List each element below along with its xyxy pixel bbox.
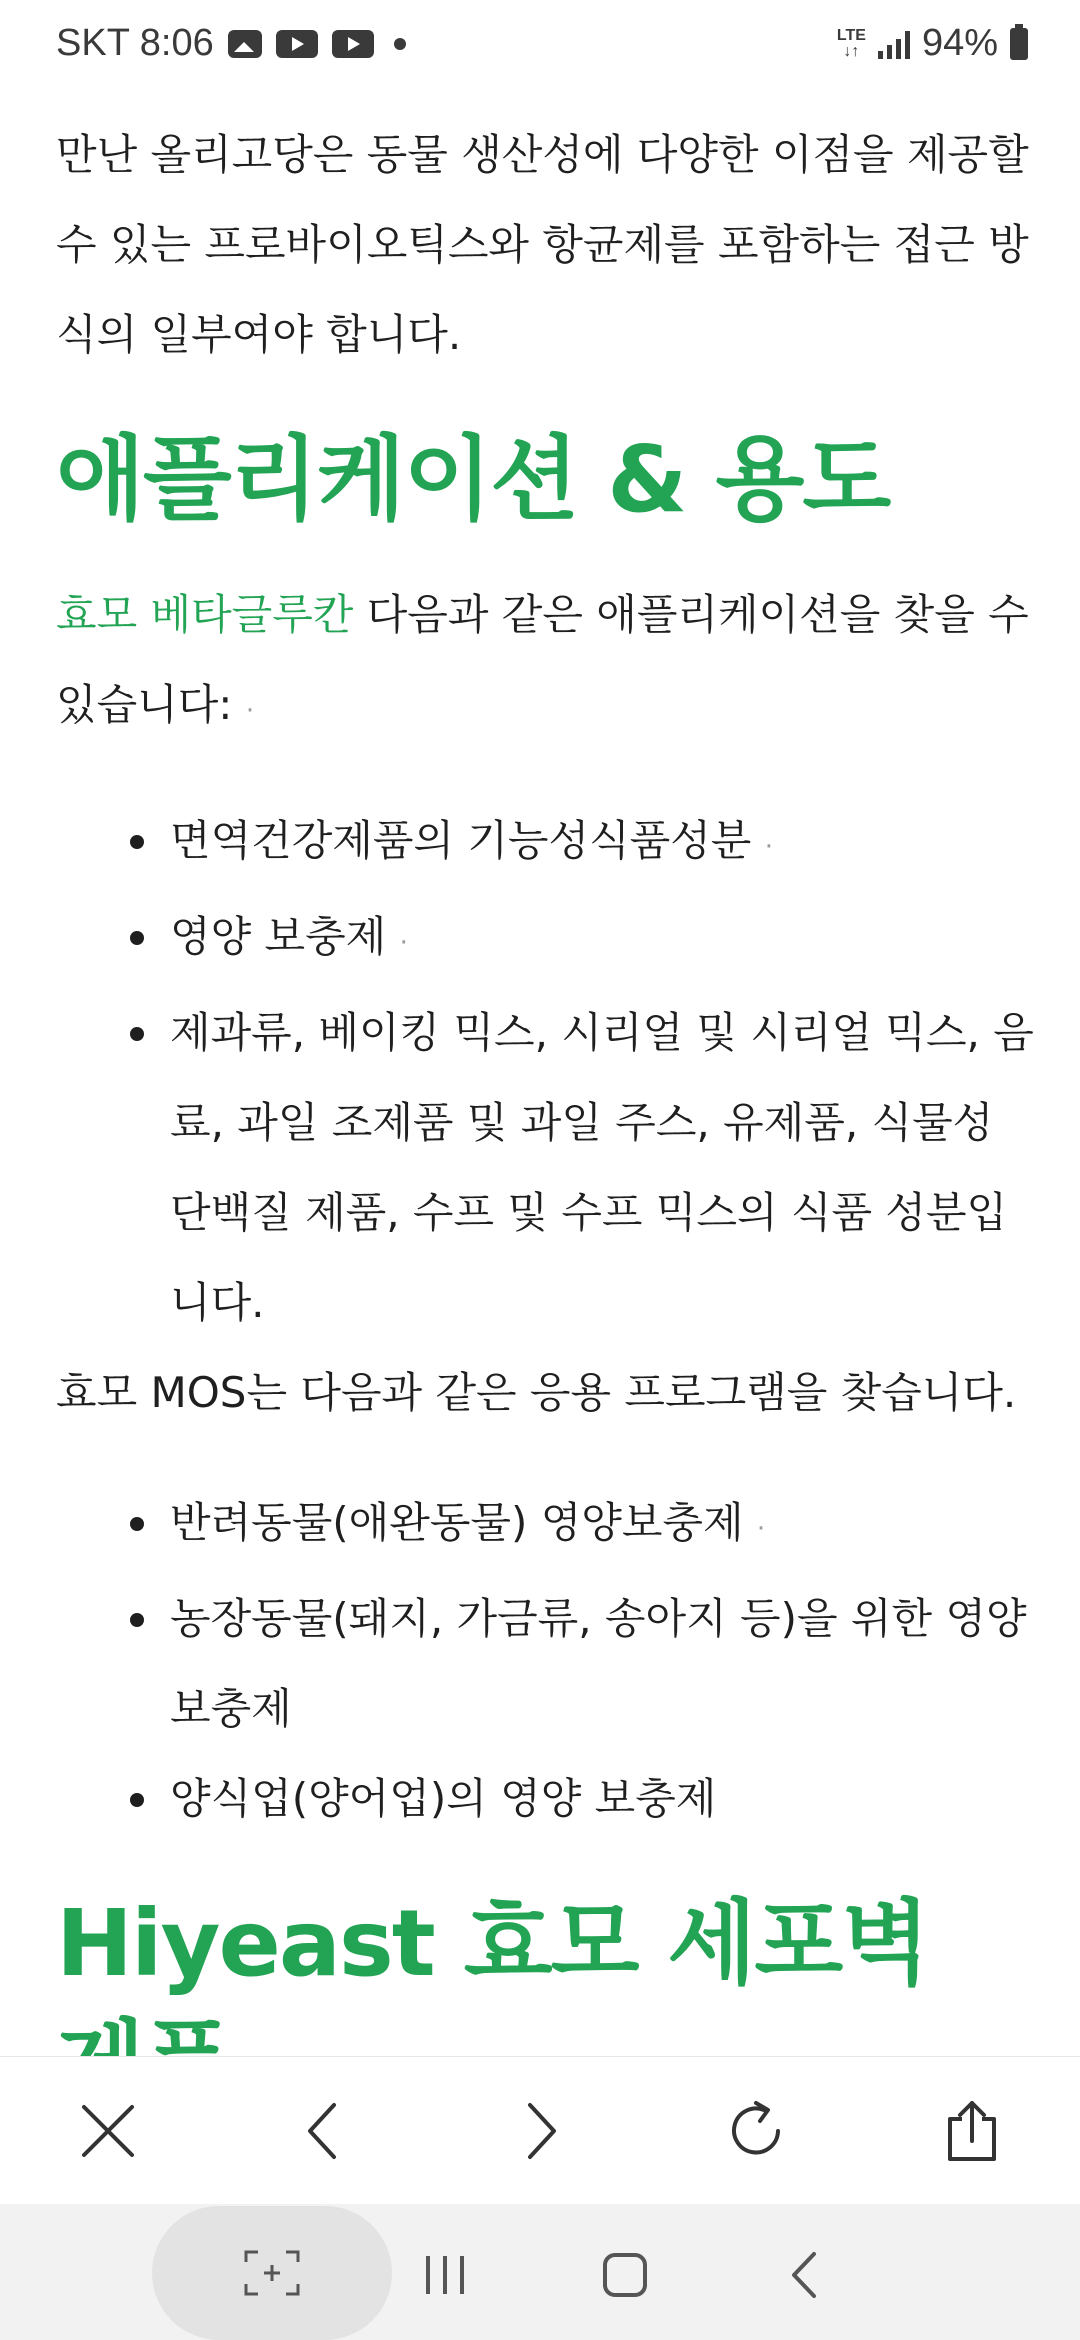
screen-capture-icon[interactable] bbox=[152, 2206, 392, 2340]
beta-glucan-link[interactable]: 효모 베타글루칸 bbox=[56, 590, 354, 639]
section-heading-products: Hiyeast 효모 세포벽 bbox=[56, 1890, 929, 1997]
list-item: 영양 보충제 · bbox=[130, 892, 1036, 988]
battery-percent: 94% bbox=[921, 22, 998, 64]
reload-icon[interactable] bbox=[701, 2076, 811, 2186]
carrier-time: SKT 8:06 bbox=[56, 22, 214, 64]
battery-icon bbox=[1010, 28, 1028, 60]
youtube-icon bbox=[332, 30, 374, 58]
back-icon[interactable] bbox=[760, 2230, 850, 2320]
beta-glucan-list bbox=[56, 796, 1036, 1348]
back-icon[interactable] bbox=[269, 2076, 379, 2186]
beta-glucan-text: 다음과 같은 애플리케이션을 찾을 수 있습니다: bbox=[56, 590, 1029, 729]
list-item: 농장동물(돼지, 가금류, 송아지 등)을 위한 영양보충제 bbox=[130, 1574, 1036, 1754]
home-icon[interactable] bbox=[580, 2230, 670, 2320]
youtube-icon bbox=[276, 30, 318, 58]
recents-icon[interactable] bbox=[400, 2230, 490, 2320]
signal-icon bbox=[878, 29, 910, 59]
article-content bbox=[56, 110, 1036, 2124]
section-heading-applications: 애플리케이션 & 용도 bbox=[56, 426, 890, 533]
list-item: 면역건강제품의 기능성식품성분 · bbox=[130, 796, 1036, 892]
list-item: 양식업(양어업)의 영양 보충제 bbox=[130, 1754, 1036, 1844]
dot-icon bbox=[394, 38, 406, 50]
paragraph-mark: · bbox=[245, 696, 255, 726]
gallery-icon bbox=[228, 30, 262, 58]
intro-paragraph: 만난 올리고당은 동물 생산성에 다양한 이점을 제공할 수 있는 프로바이오틱스와 항균제를 포함하는 접근 방식의 일부여야 합니다. bbox=[56, 130, 1029, 359]
mos-list bbox=[56, 1478, 1036, 1844]
list-item: 반려동물(애완동물) 영양보충제 · bbox=[130, 1478, 1036, 1574]
forward-icon[interactable] bbox=[485, 2076, 595, 2186]
navigation-bar bbox=[0, 2204, 1080, 2340]
lte-icon: LTE ↓↑ bbox=[836, 26, 866, 60]
status-bar bbox=[0, 0, 1080, 100]
list-item: 제과류, 베이킹 믹스, 시리얼 및 시리얼 믹스, 음료, 과일 조제품 및 과일 주스, 유제품, 식물성 단백질 제품, 수프 및 수프 믹스의 식품 성분입니다. bbox=[130, 988, 1036, 1348]
mos-paragraph: 효모 MOS는 다음과 같은 응용 프로그램을 찾습니다. bbox=[56, 1368, 1017, 1417]
beta-glucan-paragraph bbox=[56, 570, 1036, 756]
share-icon[interactable] bbox=[917, 2076, 1027, 2186]
close-icon[interactable] bbox=[53, 2076, 163, 2186]
browser-toolbar bbox=[0, 2056, 1080, 2204]
